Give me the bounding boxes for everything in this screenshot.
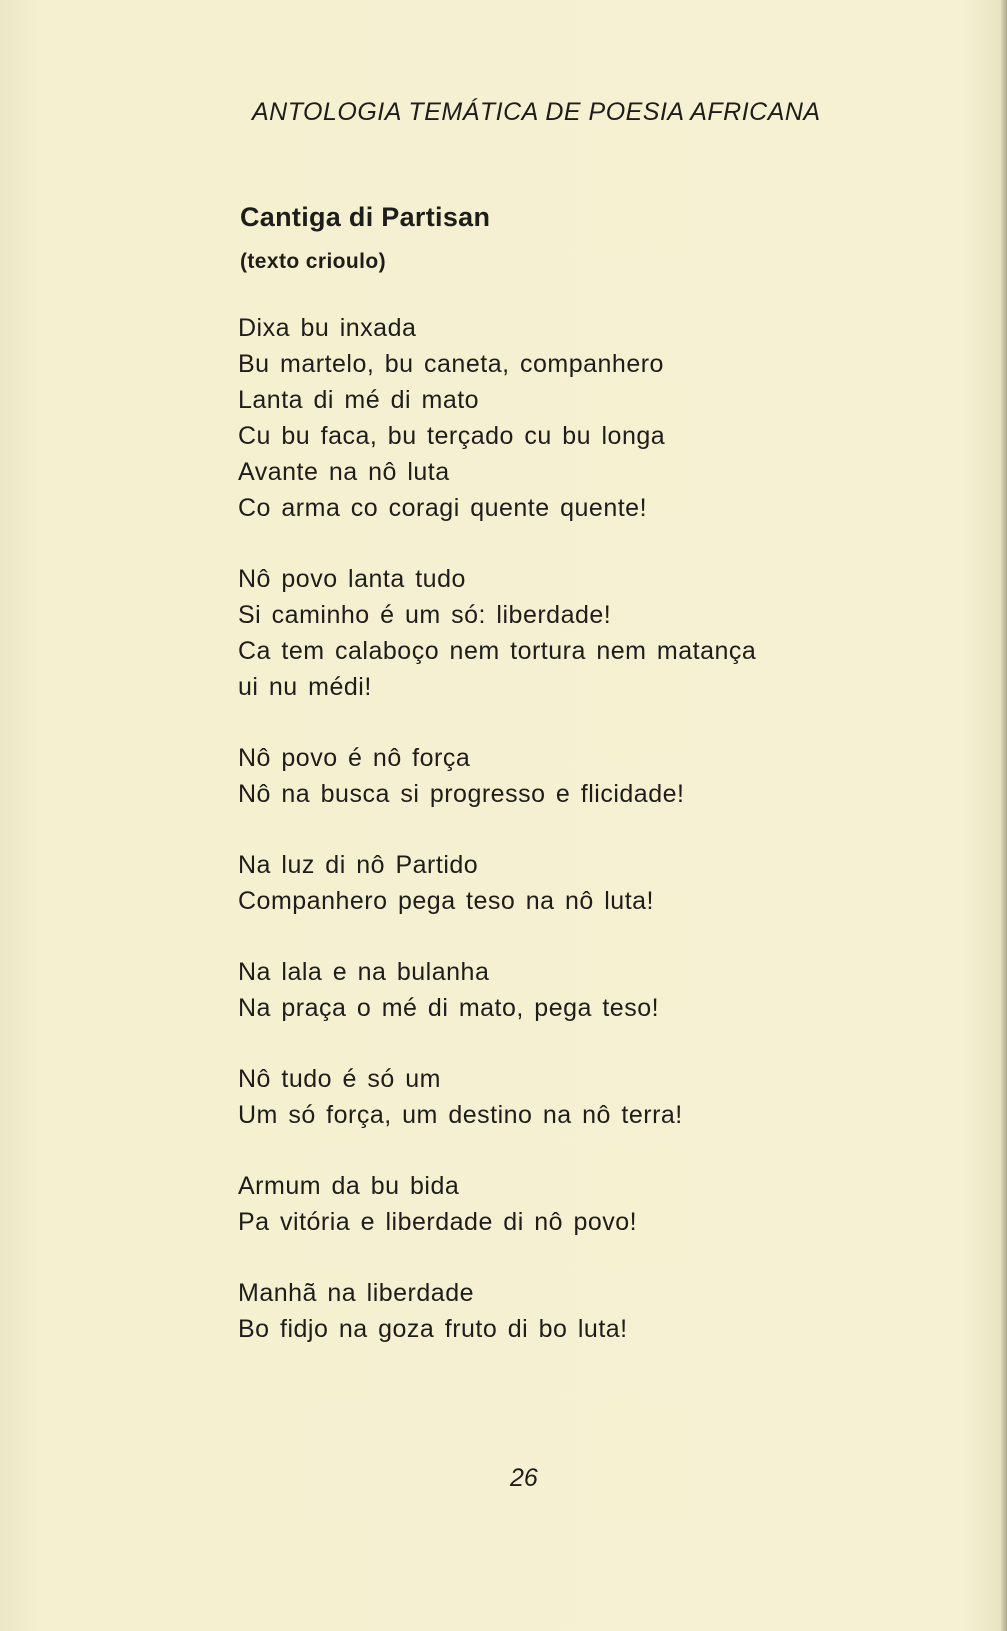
poem-line: Si caminho é um só: liberdade!	[238, 601, 612, 629]
stanza-6	[238, 1061, 958, 1133]
poem-line: Nô tudo é só um	[238, 1065, 441, 1093]
stanza-1	[238, 310, 958, 526]
poem-line: Nô povo lanta tudo	[238, 565, 466, 593]
stanza-7	[238, 1168, 958, 1240]
stanza-4	[238, 847, 958, 919]
poem-line: Bo fidjo na goza fruto di bo luta!	[238, 1315, 628, 1343]
page-number: 26	[510, 1464, 538, 1492]
poem-line: Co arma co coragi quente quente!	[238, 494, 648, 522]
poem-line: Na luz di nô Partido	[238, 851, 479, 879]
poem-line: Cu bu faca, bu terçado cu bu longa	[238, 422, 666, 450]
poem-line: Manhã na liberdade	[238, 1279, 474, 1307]
stanza-5	[238, 954, 958, 1026]
poem-line: Nô na busca si progresso e flicidade!	[238, 780, 685, 808]
running-header: ANTOLOGIA TEMÁTICA DE POESIA AFRICANA	[252, 98, 821, 126]
poem-subtitle: (texto crioulo)	[240, 250, 386, 273]
poem-line: ui nu médi!	[238, 673, 372, 701]
poem-line: Bu martelo, bu caneta, companhero	[238, 350, 664, 378]
poem-line: Ca tem calaboço nem tortura nem matança	[238, 637, 757, 665]
stanza-3	[238, 740, 958, 812]
poem-line: Na lala e na bulanha	[238, 958, 490, 986]
page-edge	[1001, 0, 1007, 1631]
poem-line: Companhero pega teso na nô luta!	[238, 887, 654, 915]
poem-line: Nô povo é nô força	[238, 744, 471, 772]
poem-line: Dixa bu inxada	[238, 314, 417, 342]
poem-line: Avante na nô luta	[238, 458, 450, 486]
poem-title: Cantiga di Partisan	[240, 202, 491, 232]
poem-line: Lanta di mé di mato	[238, 386, 480, 414]
poem-line: Pa vitória e liberdade di nô povo!	[238, 1208, 638, 1236]
stanza-2	[238, 561, 958, 705]
poem-line: Na praça o mé di mato, pega teso!	[238, 994, 660, 1022]
poem-body	[238, 310, 958, 1382]
stanza-8	[238, 1275, 958, 1347]
poem-line: Armum da bu bida	[238, 1172, 460, 1200]
poem-line: Um só força, um destino na nô terra!	[238, 1101, 683, 1129]
